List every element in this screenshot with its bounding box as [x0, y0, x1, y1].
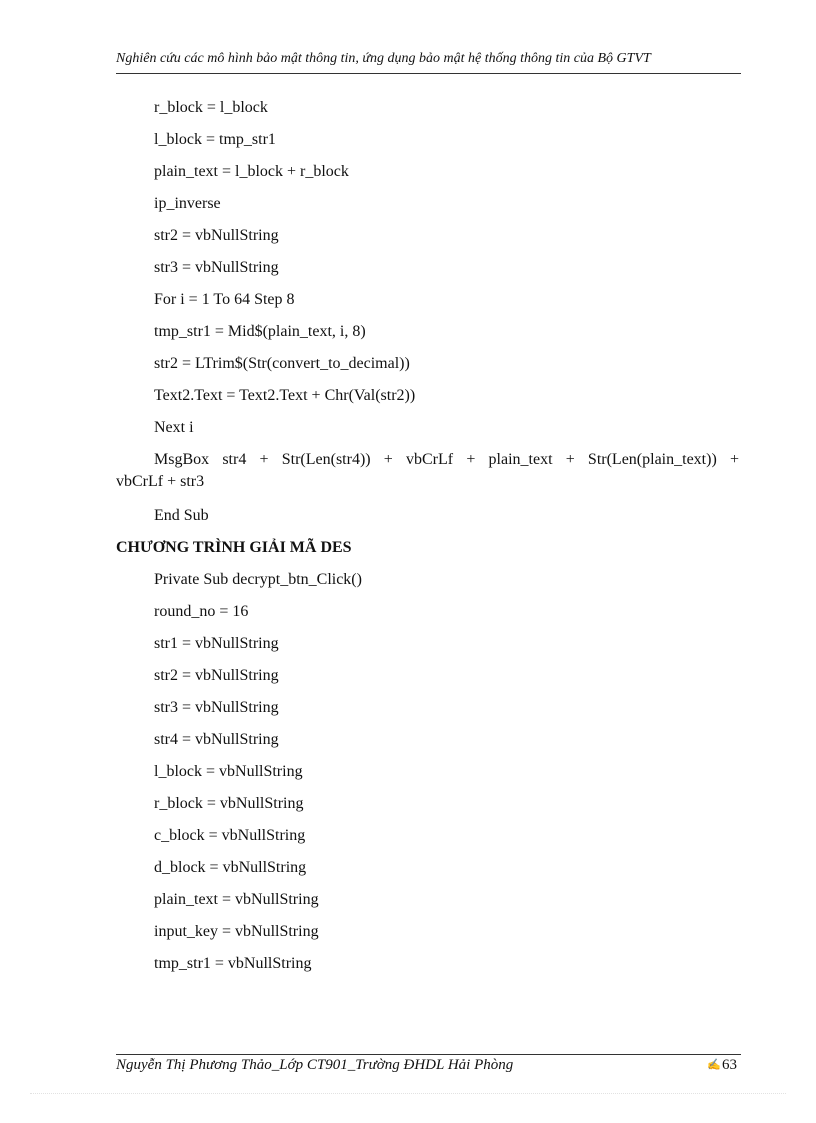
- code-line: d_block = vbNullString: [154, 859, 307, 876]
- code-line: str2 = LTrim$(Str(convert_to_decimal)): [154, 355, 410, 372]
- code-line: plain_text = vbNullString: [154, 891, 319, 908]
- code-line: r_block = l_block: [154, 99, 268, 116]
- page-number: [707, 1057, 737, 1074]
- code-line: str1 = vbNullString: [154, 635, 279, 652]
- pen-icon: ✍: [707, 1059, 721, 1071]
- code-line: plain_text = l_block + r_block: [154, 163, 349, 180]
- footer-divider: [116, 1054, 741, 1055]
- msgbox-line-1: MsgBox str4 + Str(Len(str4)) + vbCrLf + plain_text + Str(Len(plain_text)) +: [154, 451, 739, 468]
- code-line: Private Sub decrypt_btn_Click(): [154, 571, 362, 588]
- page-bottom-border: [30, 1093, 786, 1094]
- code-line: str2 = vbNullString: [154, 227, 279, 244]
- code-line: str2 = vbNullString: [154, 667, 279, 684]
- msgbox-statement: [116, 449, 739, 493]
- running-header: Nghiên cứu các mô hình bảo mật thông tin, ứng dụng bảo mật hệ thống thông tin của Bộ GTVT: [116, 51, 651, 66]
- code-line: l_block = tmp_str1: [154, 131, 276, 148]
- code-line: tmp_str1 = Mid$(plain_text, i, 8): [154, 323, 366, 340]
- code-line: Text2.Text = Text2.Text + Chr(Val(str2)): [154, 387, 416, 404]
- code-line: input_key = vbNullString: [154, 923, 319, 940]
- code-line: For i = 1 To 64 Step 8: [154, 291, 295, 308]
- code-line: ip_inverse: [154, 195, 221, 212]
- header-divider: [116, 73, 741, 74]
- code-line: Next i: [154, 419, 194, 436]
- code-line: c_block = vbNullString: [154, 827, 306, 844]
- code-line: str3 = vbNullString: [154, 259, 279, 276]
- msgbox-line-2: vbCrLf + str3: [116, 473, 205, 490]
- code-line: tmp_str1 = vbNullString: [154, 955, 312, 972]
- code-line: round_no = 16: [154, 603, 249, 620]
- running-footer: Nguyễn Thị Phương Thảo_Lớp CT901_Trường ĐHDL Hải Phòng: [116, 1057, 514, 1073]
- code-line: str4 = vbNullString: [154, 731, 279, 748]
- code-line: l_block = vbNullString: [154, 763, 303, 780]
- page-number-value: 63: [722, 1057, 737, 1073]
- code-line: str3 = vbNullString: [154, 699, 279, 716]
- end-sub-line: End Sub: [154, 507, 209, 524]
- section-heading: CHƯƠNG TRÌNH GIẢI MÃ DES: [116, 539, 352, 556]
- code-line: r_block = vbNullString: [154, 795, 304, 812]
